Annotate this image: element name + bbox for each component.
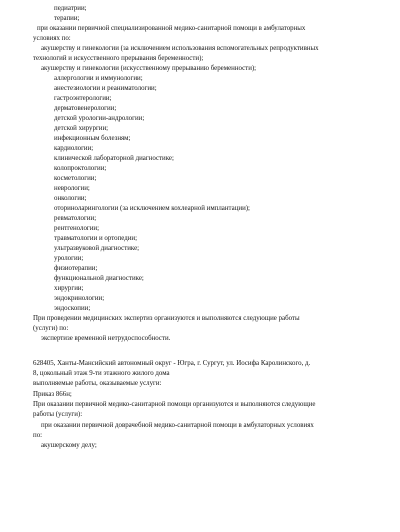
- text-line: условиях по:: [33, 35, 71, 42]
- text-line: дерматовенерологии;: [54, 105, 117, 112]
- text-line: онкологии;: [54, 195, 87, 202]
- text-line: технологий и искусственного прерывания беременности);: [33, 55, 204, 62]
- text-line: гастроэнтерологии;: [54, 95, 112, 102]
- text-line: косметологии;: [54, 175, 97, 182]
- text-line: работы (услуги):: [33, 411, 83, 418]
- text-line: кардиологии;: [54, 145, 94, 152]
- text-line: по:: [33, 432, 43, 439]
- text-line: эндоскопии;: [54, 305, 91, 312]
- text-line: Приказ 866н;: [33, 391, 72, 398]
- text-line: выполняемые работы, оказываемые услуги:: [33, 380, 162, 387]
- text-line: акушерству и гинекологии (искусственному прерыванию беременности);: [41, 65, 257, 72]
- text-line: акушерскому делу;: [41, 442, 97, 449]
- text-line: оториноларингологии (за исключением кохлеарной имплантации);: [54, 205, 250, 212]
- text-line: экспертизе временной нетрудоспособности.: [41, 335, 171, 342]
- text-line: При проведении медицинских экспертиз организуются и выполняются следующие работы: [33, 315, 300, 322]
- text-line: анестезиологии и реаниматологии;: [54, 85, 157, 92]
- text-line: детской урологии-андрологии;: [54, 115, 145, 122]
- text-line: 8, цокольный этаж 9-ти этажного жилого дома: [33, 370, 170, 377]
- text-line: акушерству и гинекологии (за исключением использования вспомогательных репродуктивных: [41, 45, 319, 52]
- text-line: колопроктологии;: [54, 165, 107, 172]
- text-line: ревматологии;: [54, 215, 97, 222]
- text-line: физиотерапии;: [54, 265, 98, 272]
- text-line: инфекционным болезням;: [54, 135, 131, 142]
- text-line: при оказании первичной доврачебной медико-санитарной помощи в амбулаторных условиях: [41, 422, 314, 429]
- text-line: функциональной диагностике;: [54, 275, 144, 282]
- text-line: аллергологии и иммунологии;: [54, 75, 143, 82]
- text-line: терапии;: [54, 15, 80, 22]
- text-line: При оказании первичной медико-санитарной помощи организуются и выполняются следующие: [33, 401, 316, 408]
- text-line: рентгенологии;: [54, 225, 100, 232]
- text-line: педиатрии;: [54, 5, 87, 12]
- text-line: 628405, Ханты-Мансийский автономный округ - Югра, г. Сургут, ул. Иосифа Каролинского, д.: [33, 360, 311, 367]
- text-line: эндокринологии;: [54, 295, 105, 302]
- text-line: урологии;: [54, 255, 84, 262]
- text-line: при оказании первичной специализированной медико-санитарной помощи в амбулаторных: [37, 25, 306, 32]
- text-line: детской хирургии;: [54, 125, 109, 132]
- text-line: ультразвуковой диагностике;: [54, 245, 140, 252]
- text-line: неврологии;: [54, 185, 90, 192]
- text-line: травматологии и ортопедии;: [54, 235, 138, 242]
- text-line: хирургии;: [54, 285, 84, 292]
- text-line: клинической лабораторной диагностике;: [54, 155, 174, 162]
- text-line: (услуги) по:: [33, 325, 69, 332]
